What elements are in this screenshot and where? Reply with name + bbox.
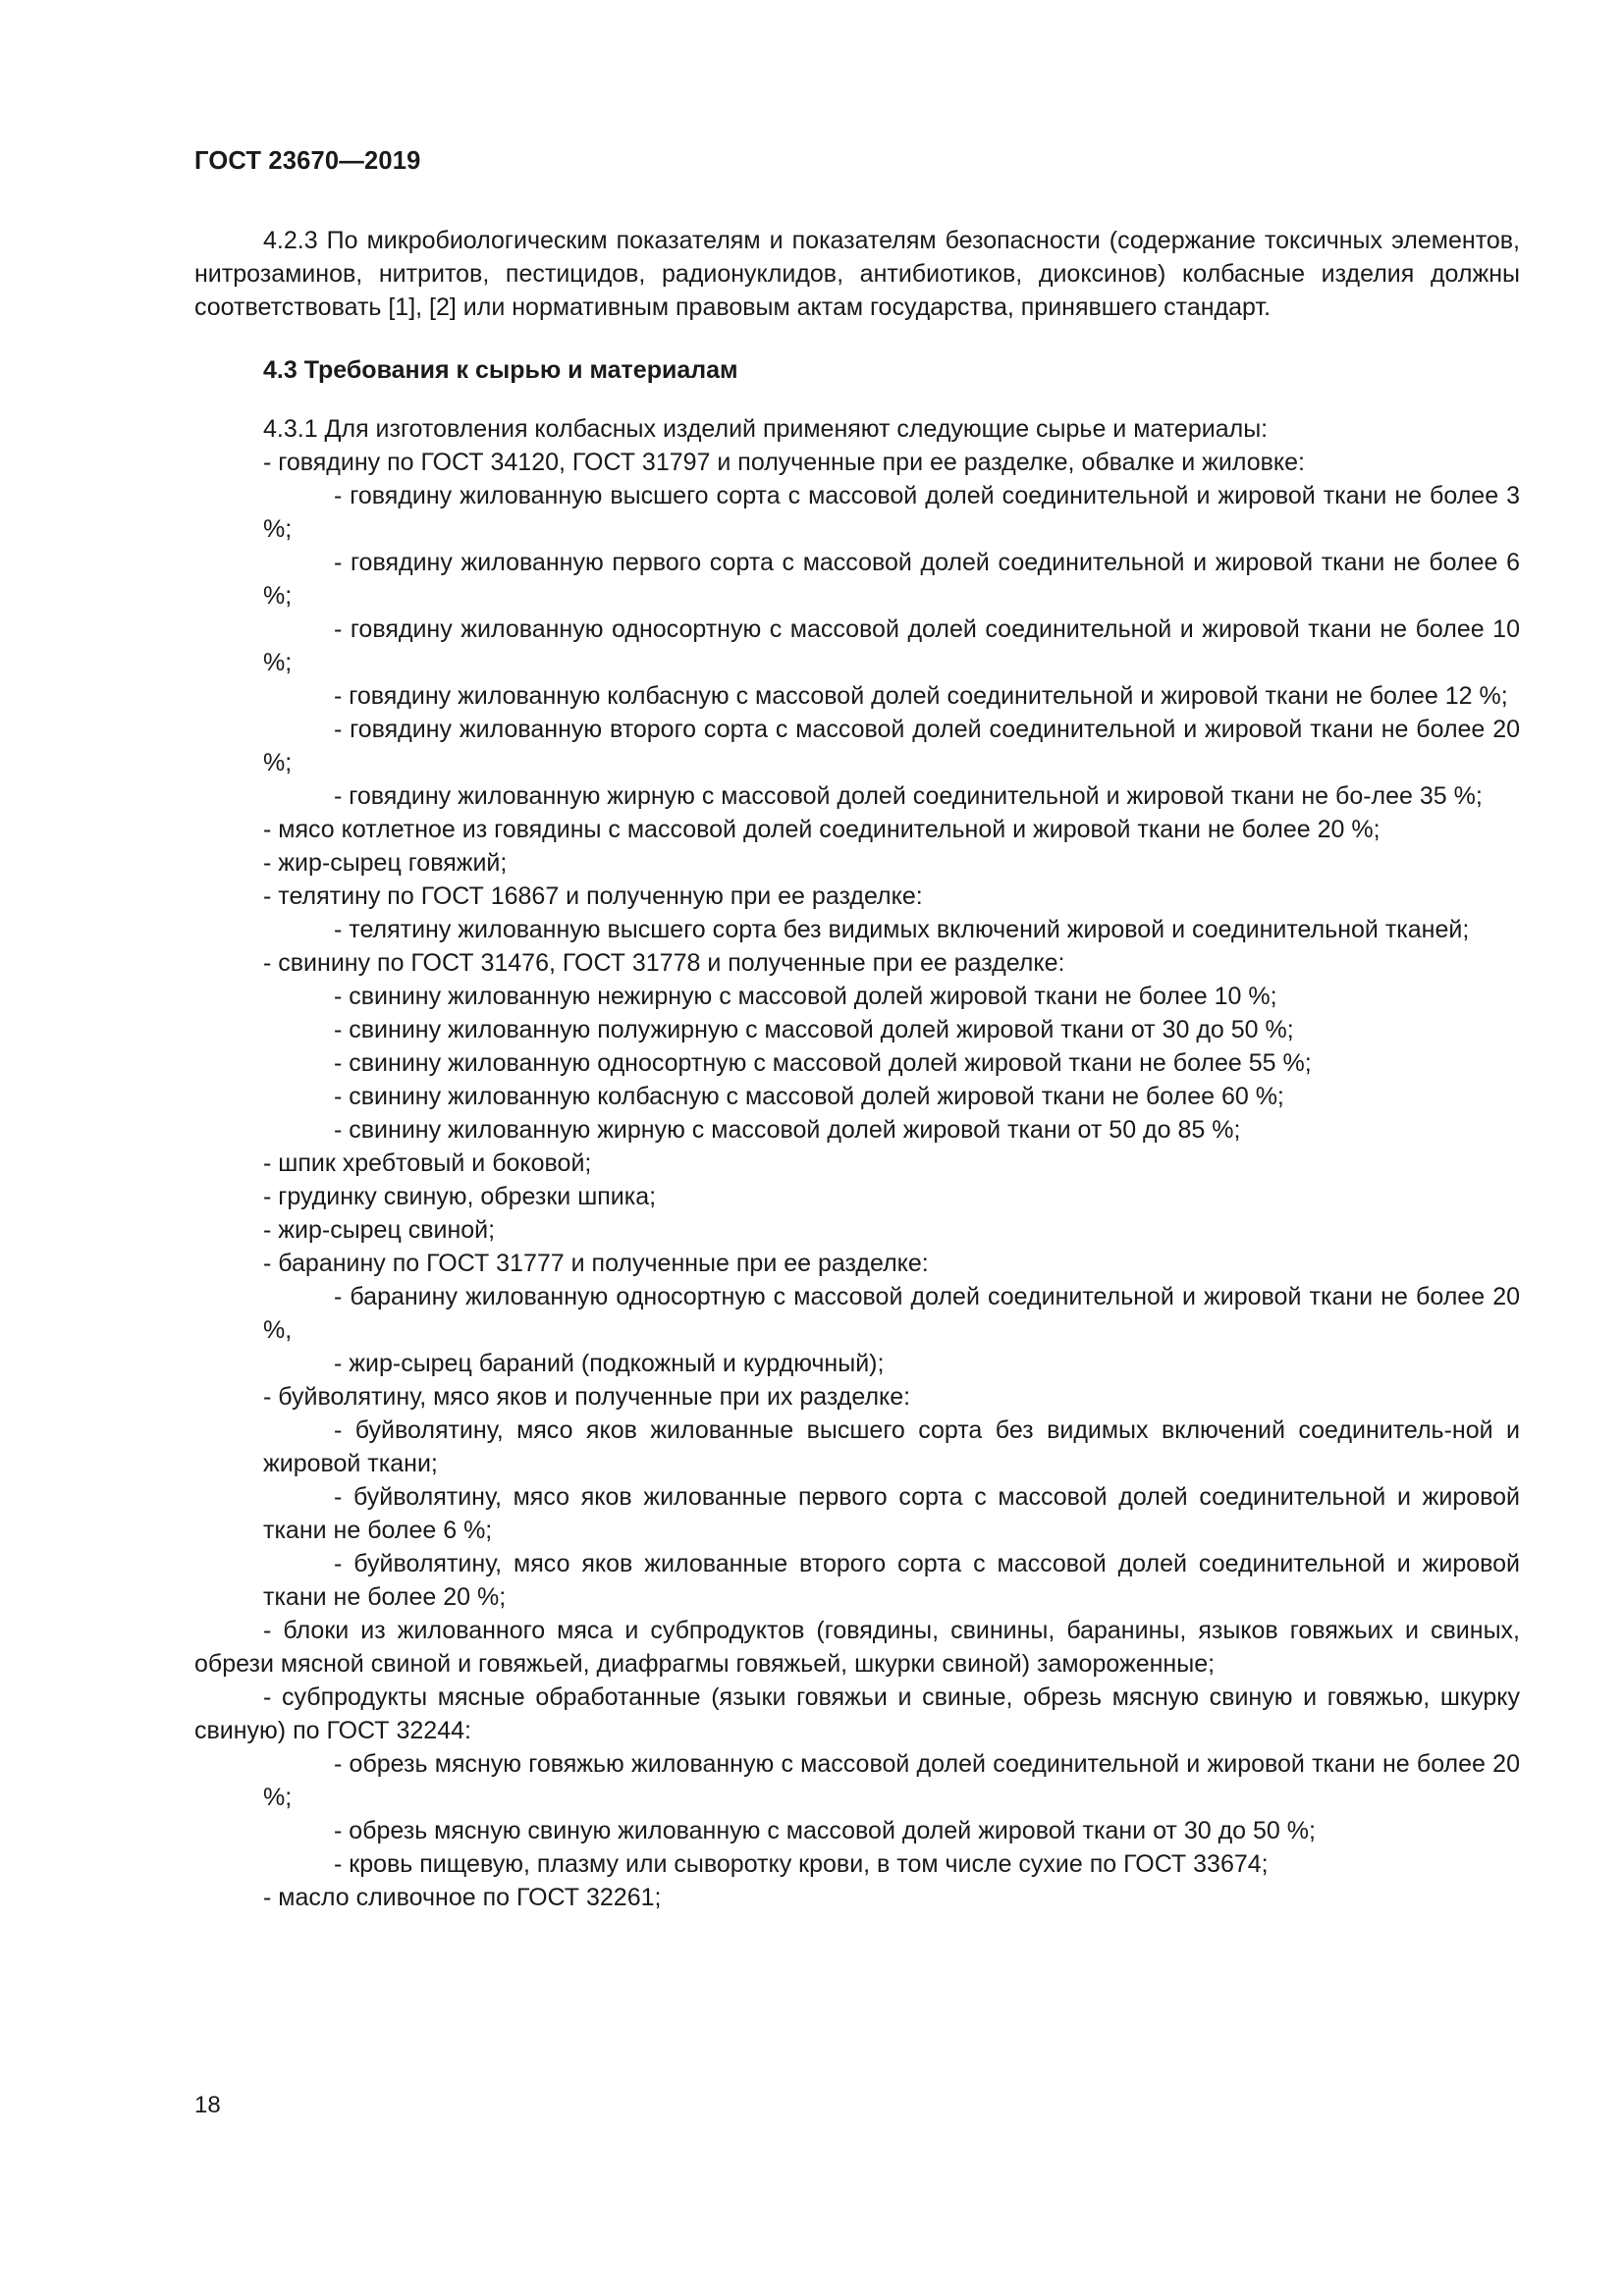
list-item-sub: - говядину жилованную первого сорта с массовой долей соединительной и жировой ткани не более 6 %; [263, 549, 1520, 610]
list-item-sub: - свинину жилованную нежирную с массовой долей жировой ткани не более 10 %; [334, 983, 1277, 1010]
list-item-sub: - обрезь мясную свиную жилованную с массовой долей жировой ткани от 30 до 50 %; [334, 1817, 1316, 1844]
document-body [194, 224, 1520, 1914]
list-item: - телятину по ГОСТ 16867 и полученную при ее разделке: [263, 882, 923, 910]
paragraph-4-2-3: 4.2.3 По микробиологическим показателям и показателям безопасности (содержание токсичных элементов, нитрозаминов, нитритов, пестицидов, радионуклидов, антибиотиков, диоксинов) колбасные изделия должны соответствовать [1], [2] или нормативным правовым актам государства, принявшего стандарт. [194, 227, 1520, 321]
list-item-sub: - буйволятину, мясо яков жилованные высшего сорта без видимых включений соединитель-ной и жировой ткани; [263, 1416, 1520, 1477]
list-item-sub: - говядину жилованную высшего сорта с массовой долей соединительной и жировой ткани не более 3 %; [263, 482, 1520, 543]
list-item: - свинину по ГОСТ 31476, ГОСТ 31778 и полученные при ее разделке: [263, 949, 1065, 977]
list-item-sub: - буйволятину, мясо яков жилованные второго сорта с массовой долей соединительной и жировой ткани не более 20 %; [263, 1550, 1520, 1611]
list-item-sub: - буйволятину, мясо яков жилованные первого сорта с массовой долей соединительной и жировой ткани не более 6 %; [263, 1483, 1520, 1544]
section-heading-4-3: 4.3 Требования к сырью и материалам [263, 356, 738, 384]
page-number: 18 [194, 2092, 221, 2118]
list-item-sub: - свинину жилованную колбасную с массовой долей жировой ткани не более 60 %; [334, 1083, 1284, 1110]
list-item-sub: - свинину жилованную полужирную с массовой долей жировой ткани от 30 до 50 %; [334, 1016, 1294, 1043]
list-item-sub: - говядину жилованную колбасную с массовой долей соединительной и жировой ткани не более 12 %; [334, 682, 1508, 710]
list-item-sub: - кровь пищевую, плазму или сыворотку крови, в том числе сухие по ГОСТ 33674; [334, 1850, 1269, 1878]
list-item-sub: - говядину жилованную жирную с массовой долей соединительной и жировой ткани не бо-лее 35 %; [334, 782, 1483, 810]
list-item-sub: - обрезь мясную говяжью жилованную с массовой долей соединительной и жировой ткани не более 20 %; [263, 1750, 1520, 1811]
list-item: - масло сливочное по ГОСТ 32261; [263, 1884, 662, 1911]
list-item-sub: - жир-сырец бараний (подкожный и курдючный); [334, 1350, 885, 1377]
list-item: - шпик хребтовый и боковой; [263, 1149, 592, 1177]
list-item: - жир-сырец свиной; [263, 1216, 496, 1244]
list-item: - блоки из жилованного мяса и субпродуктов (говядины, свинины, баранины, языков говяжьих и свиных, обрези мясной свиной и говяжьей, диафрагмы говяжьей, шкурки свиной) замороженные; [194, 1617, 1520, 1678]
list-item: - говядину по ГОСТ 34120, ГОСТ 31797 и полученные при ее разделке, обвалке и жиловке: [263, 449, 1305, 476]
paragraph-4-3-1-intro: 4.3.1 Для изготовления колбасных изделий применяют следующие сырье и материалы: [263, 415, 1269, 443]
list-item-sub: - телятину жилованную высшего сорта без видимых включений жировой и соединительной тканей; [334, 916, 1470, 943]
list-item: - буйволятину, мясо яков и полученные при их разделке: [263, 1383, 911, 1411]
list-item: - баранину по ГОСТ 31777 и полученные при ее разделке: [263, 1250, 929, 1277]
list-item-sub: - свинину жилованную односортную с массовой долей жировой ткани не более 55 %; [334, 1049, 1312, 1077]
list-item: - грудинку свиную, обрезки шпика; [263, 1183, 657, 1210]
list-item-sub: - баранину жилованную односортную с массовой долей соединительной и жировой ткани не более 20 %, [263, 1283, 1520, 1344]
list-item-sub: - свинину жилованную жирную с массовой долей жировой ткани от 50 до 85 %; [334, 1116, 1241, 1144]
list-item-sub: - говядину жилованную второго сорта с массовой долей соединительной и жировой ткани не более 20 %; [263, 716, 1520, 776]
list-item: - мясо котлетное из говядины с массовой долей соединительной и жировой ткани не более 20 %; [263, 816, 1380, 843]
list-item-sub: - говядину жилованную односортную с массовой долей соединительной и жировой ткани не более 10 %; [263, 615, 1520, 676]
list-item: - жир-сырец говяжий; [263, 849, 508, 877]
list-item: - субпродукты мясные обработанные (языки говяжьи и свиные, обрезь мясную свиную и говяжью, шкурку свиную) по ГОСТ 32244: [194, 1683, 1520, 1744]
document-header-code: ГОСТ 23670—2019 [194, 147, 421, 175]
